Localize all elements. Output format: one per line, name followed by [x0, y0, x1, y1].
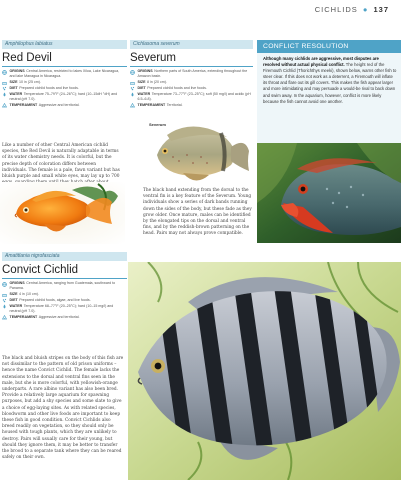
fact-key: TEMPERAMENT	[9, 102, 38, 107]
page-number: 137	[373, 5, 389, 14]
convict-facts	[2, 281, 124, 320]
conflict-lead: Although many cichlids are aggressive, most disputes are resolved without actual physical conflict.	[263, 56, 379, 68]
fact-text	[10, 304, 125, 314]
severum-sci-name: Cichlasoma severum	[130, 40, 253, 49]
fact-value: Temperature 73–77°F (23–25°C); soft (50 mg/l) and acidic (pH 6.5–6.8).	[137, 91, 251, 101]
fact-value: Northern parts of South America, extending throughout the Amazon basin.	[137, 69, 248, 79]
fact-value: Temperature 68–77°F (20–25°C); hard (10–15 mg/l) and neutral (pH 7.0).	[9, 303, 114, 313]
fact-value: Prepared cichlid foods and live foods.	[147, 85, 207, 90]
fact-key: WATER	[9, 91, 23, 96]
fact-key: SIZE	[9, 80, 18, 84]
fact-value: Prepared cichlid foods, algae, and live foods.	[19, 297, 91, 302]
section-name: CICHLIDS	[314, 5, 358, 14]
fact-key: TEMPERAMENT	[9, 314, 38, 319]
fact-text	[10, 80, 41, 85]
fact-text	[138, 80, 167, 85]
fact-row	[130, 86, 252, 91]
food-icon	[2, 298, 8, 302]
fact-row	[130, 92, 252, 102]
water-icon	[130, 92, 136, 96]
fact-text	[10, 292, 39, 297]
red-devil-sci-name: Amphilophus labiatus	[2, 40, 127, 49]
fact-key: DIET	[9, 297, 18, 302]
fact-row	[2, 86, 122, 91]
severum-body: The black band extending from the dorsal to the ventral fin is a key feature of the Severum. Young individuals show a series of dark bands running down the sides of the body, but these fade as they grow older. Once mature, males can be identified by the elongated tips on the dorsal and ventral fins, and by the reddish-brown patterning on the head. Pairs may not always prove compatible.	[143, 188, 252, 237]
fact-key: SIZE	[9, 292, 18, 296]
convict-photo	[128, 262, 401, 480]
fact-value: Aggressive and territorial.	[38, 314, 80, 319]
fact-row	[2, 304, 124, 314]
fact-text	[10, 315, 80, 320]
fact-text	[138, 103, 183, 108]
fact-row	[2, 80, 122, 85]
fact-key: DIET	[137, 85, 146, 90]
globe-icon	[2, 282, 8, 286]
temperament-icon	[2, 103, 8, 107]
conflict-body: The height red of the Firemouth Cichlid (Thorichthys meeki), shown below, warns other fish to steer clear. If this does not work as a deterrent, a Firemouth will inflate its throat and flare out its gill covers. This makes the fish appear larger and more intimidating and may persuade a would-be rival to back down and swim away. In the aquarium, however, conflict is more likely because the fish cannot avoid one another.	[263, 62, 397, 104]
conflict-text	[263, 56, 397, 105]
severum-photo	[143, 117, 253, 187]
fact-text	[10, 86, 79, 91]
fact-text	[138, 86, 207, 91]
food-icon	[2, 86, 8, 90]
globe-icon	[2, 70, 8, 74]
temperament-icon	[2, 315, 8, 319]
fact-value: Aggressive and territorial.	[38, 102, 80, 107]
fact-value: Prepared cichlid foods and live foods.	[19, 85, 79, 90]
fact-row	[130, 69, 252, 79]
fact-row	[2, 69, 122, 79]
convict-sci-name: Amatitlania nigrofasciata	[2, 252, 127, 261]
fact-key: ORIGINS	[9, 281, 25, 285]
fact-value: Central America, restricted to lakes Xiloa, Lake Nicaragua, and lake Managua in Nicaragua.	[9, 69, 120, 79]
fact-text	[10, 92, 123, 102]
severum-title: Severum	[130, 52, 177, 64]
fact-key: TEMPERAMENT	[137, 102, 166, 107]
severum-photo-label: Severum	[149, 122, 166, 127]
convict-title: Convict Cichlid	[2, 264, 79, 276]
fact-key: ORIGINS	[137, 69, 153, 73]
red-devil-facts	[2, 69, 122, 108]
fact-row	[2, 292, 124, 297]
red-devil-divider	[2, 66, 127, 67]
ruler-icon	[130, 81, 136, 85]
red-devil-body: Like a number of other Central American cichlid species, the Red Devil is naturally adaptable in terms of its water chemistry needs. It is colorful, but the precise depth of coloration differs between individuals. The female is a pale, fawn variant but has bluish purple and small white eyes, may lay up to 700	[2, 143, 120, 180]
severum-divider	[130, 66, 253, 67]
fact-value: 8 in (20 cm).	[147, 80, 167, 84]
separator-dot-icon: ●	[362, 5, 369, 14]
severum-facts	[130, 69, 252, 108]
fact-value: 4 in (10 cm).	[19, 292, 39, 296]
fact-key: WATER	[137, 91, 151, 96]
firemouth-photo	[257, 143, 401, 243]
fact-key: ORIGINS	[9, 69, 25, 73]
food-icon	[130, 86, 136, 90]
fact-row	[130, 80, 252, 85]
ruler-icon	[2, 293, 8, 297]
fact-row	[130, 103, 252, 108]
fact-text	[10, 281, 125, 291]
fact-text	[138, 69, 253, 79]
water-icon	[2, 92, 8, 96]
fact-row	[2, 298, 124, 303]
fact-value: 10 in (25 cm).	[19, 80, 41, 84]
globe-icon	[130, 70, 136, 74]
page-header	[315, 5, 389, 14]
fact-value: Temperature 75–79°F (24–26°C); hard (10–15dH °dH) and neutral (pH 7.0).	[9, 91, 118, 101]
temperament-icon	[130, 103, 136, 107]
red-devil-photo	[0, 182, 125, 244]
fact-value: Territorial.	[166, 102, 183, 107]
fact-key: WATER	[9, 303, 23, 308]
fact-value: Central America, ranging from Guatemala, southward to Panama.	[9, 281, 116, 291]
fact-key: SIZE	[137, 80, 146, 84]
ruler-icon	[2, 81, 8, 85]
convict-body: The black and bluish stripes on the body of this fish are not dissimilar to the pattern of old prison uniforms – hence the name Convict Cichlid. The female lacks the extensions to the dorsal and ventral fins seen in the male, but she is more colorful, with yellowish-orange underparts. A rare albino variant has also been bred. Provide a relatively large aquarium for spawning purposes, but add a shy species and some slate to give a choice of egg-laying sites. As with related species, bloodworm and other live foods are important to keep these fish in good condition. Convict Cichlids also breed readily on vegetation, so they should only be housed with tough plants, which they are unlikely to destroy. Pairs will usually care for their young, but should they ignore them, it may be better to transfer the brood to a separate tank where they can be reared safely on their own.	[2, 356, 124, 461]
fact-row	[2, 315, 124, 320]
fact-text	[10, 298, 91, 303]
red-devil-title: Red Devil	[2, 52, 52, 64]
conflict-heading: CONFLICT RESOLUTION	[257, 40, 401, 53]
fact-row	[2, 103, 122, 108]
fact-text	[138, 92, 253, 102]
water-icon	[2, 304, 8, 308]
fact-key: DIET	[9, 85, 18, 90]
fact-text	[10, 69, 123, 79]
fact-row	[2, 92, 122, 102]
convict-divider	[2, 278, 127, 279]
fact-row	[2, 281, 124, 291]
fact-text	[10, 103, 80, 108]
